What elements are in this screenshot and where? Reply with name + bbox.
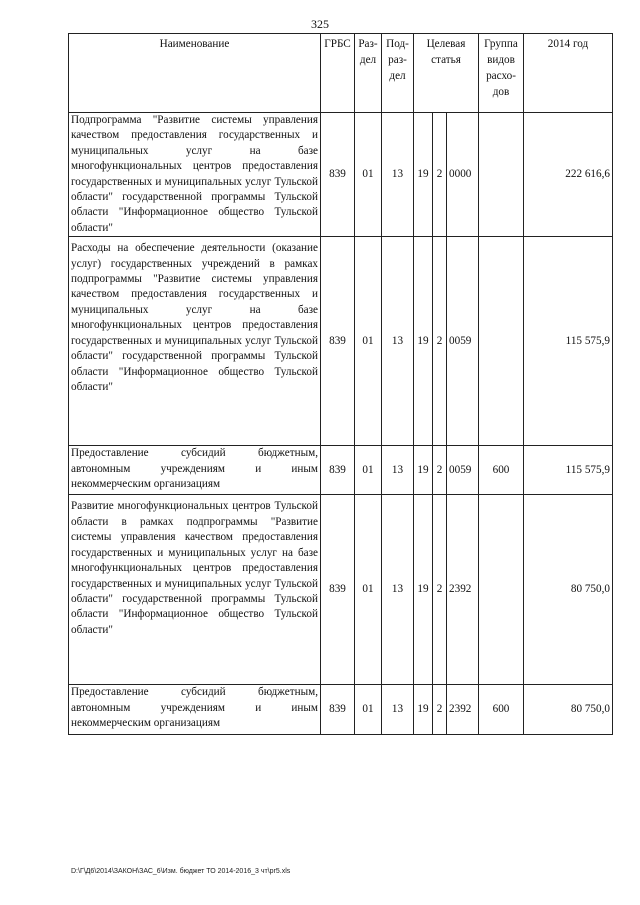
table-row: [69, 495, 613, 685]
row-name: Предоставление субсидий бюджетным, автономным учреждениям и иным некоммерческим организациям: [69, 446, 321, 495]
row-target-subprogram: 2: [433, 113, 447, 237]
row-target-code: 0059: [447, 237, 479, 446]
row-target-code: 2392: [447, 685, 479, 734]
table-row: [69, 113, 613, 237]
row-target-subprogram: 2: [433, 685, 447, 734]
row-razdel: 01: [355, 446, 382, 495]
row-grbs: 839: [321, 446, 355, 495]
row-name: Расходы на обеспечение деятельности (оказание услуг) государственных учреждений в рамках подпрограммы "Развитие системы управления качеством предоставления государственных и муниципальных услуг на базе многофункциональных центров предоставления государственных и муниципальных услуг Тульской области" государственной программы Тульской области "Информационное общество Тульской области": [69, 237, 321, 446]
row-target-subprogram: 2: [433, 237, 447, 446]
row-target-program: 19: [414, 685, 433, 734]
row-razdel: 01: [355, 113, 382, 237]
footer-file-path: D:\Г\Д6\2014\ЗАКОН\ЗАС_6\Изм. бюджет ТО 2014-2016_3 чт\pr5.xls: [71, 868, 291, 875]
row-name: Подпрограмма "Развитие системы управления качеством предоставления государственных и муниципальных услуг на базе многофункциональных центров предоставления государственных и муниципальных услуг Тульской области" государственной программы Тульской области "Информационное общество Тульской области": [69, 113, 321, 237]
table-row: [69, 237, 613, 446]
table-row: [69, 446, 613, 495]
header-expense-group: Группа видов расхо- дов: [479, 34, 524, 113]
header-year-2014: 2014 год: [524, 34, 613, 113]
row-grbs: 839: [321, 685, 355, 734]
row-podrazdel: 13: [382, 495, 414, 685]
table-header-row: [69, 34, 613, 113]
row-expense-group: [479, 113, 524, 237]
table-row: [69, 685, 613, 734]
row-amount: 115 575,9: [524, 446, 613, 495]
row-razdel: 01: [355, 495, 382, 685]
row-target-subprogram: 2: [433, 446, 447, 495]
row-amount: 80 750,0: [524, 685, 613, 734]
row-amount: 222 616,6: [524, 113, 613, 237]
row-expense-group: 600: [479, 685, 524, 734]
row-podrazdel: 13: [382, 446, 414, 495]
row-target-code: 0059: [447, 446, 479, 495]
row-target-program: 19: [414, 446, 433, 495]
row-razdel: 01: [355, 685, 382, 734]
row-target-program: 19: [414, 237, 433, 446]
page-number: 325: [311, 17, 329, 31]
row-name: Предоставление субсидий бюджетным, автономным учреждениям и иным некоммерческим организациям: [69, 685, 321, 734]
row-podrazdel: 13: [382, 685, 414, 734]
row-amount: 115 575,9: [524, 237, 613, 446]
row-grbs: 839: [321, 495, 355, 685]
row-razdel: 01: [355, 237, 382, 446]
row-expense-group: [479, 495, 524, 685]
row-name: Развитие многофункциональных центров Тульской области в рамках подпрограммы "Развитие системы управления качеством предоставления государственных и муниципальных услуг на базе многофункциональных центров предоставления государственных и муниципальных услуг Тульской области" государственной программы Тульской области "Информационное общество Тульской области": [69, 495, 321, 685]
row-target-code: 2392: [447, 495, 479, 685]
header-grbs: ГРБС: [321, 34, 355, 113]
row-expense-group: 600: [479, 446, 524, 495]
budget-table: [68, 33, 613, 735]
row-amount: 80 750,0: [524, 495, 613, 685]
row-grbs: 839: [321, 113, 355, 237]
header-podrazdel: Под- раз- дел: [382, 34, 414, 113]
row-target-program: 19: [414, 113, 433, 237]
header-name: Наименование: [69, 34, 321, 113]
row-expense-group: [479, 237, 524, 446]
row-grbs: 839: [321, 237, 355, 446]
row-target-subprogram: 2: [433, 495, 447, 685]
row-target-program: 19: [414, 495, 433, 685]
header-razdel: Раз- дел: [355, 34, 382, 113]
row-target-code: 0000: [447, 113, 479, 237]
header-target-article: Целевая статья: [414, 34, 479, 113]
row-podrazdel: 13: [382, 113, 414, 237]
row-podrazdel: 13: [382, 237, 414, 446]
